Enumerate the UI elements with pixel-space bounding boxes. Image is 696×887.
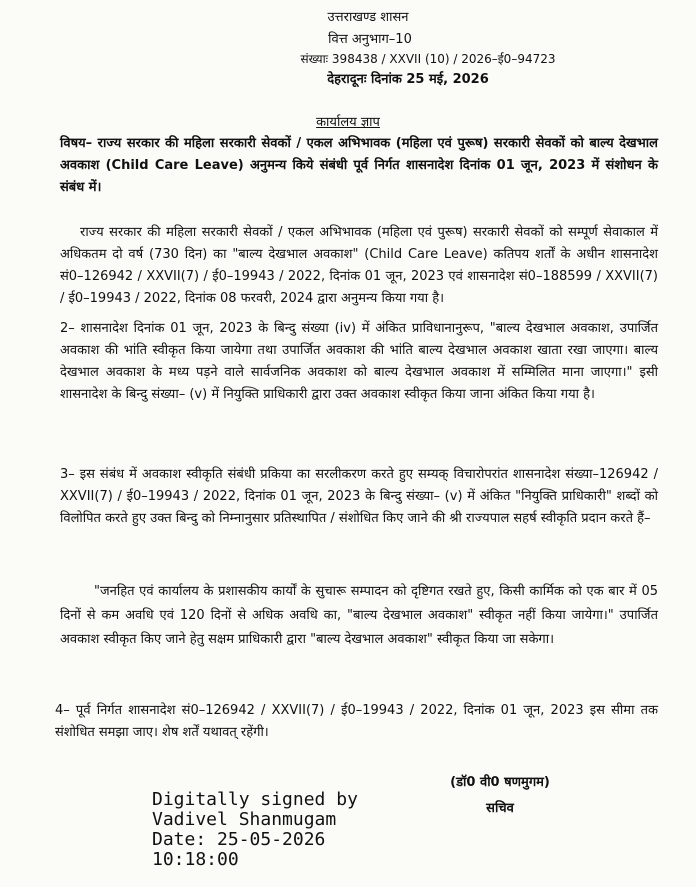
signatory-name: (डॉ0 वी0 षणमुगम) (450, 775, 550, 790)
quoted-provision: "जनहित एवं कार्यालय के प्रशासकीय कार्यों के सुचारू सम्पादन को दृष्टिगत रखते हुए, किसी कार्मिक को एक बार में 05 दिनों से कम अवधि एवं 120 दिनों से अधिक अवधि का, "बाल्य देखभाल अवकाश" स्वीकृत नहीं किया जायेगा।" उपार्जित अवकाश स्वीकृत किए जाने हेतु सक्षम प्राधिकारी द्वारा "बाल्य देखभाल अवकाश" स्वीकृत किया जा सकेगा। (60, 584, 658, 647)
digital-signature-line-4: 10:18:00 (152, 849, 239, 870)
paragraph-2: 2– शासनादेश दिनांक 01 जून, 2023 के बिन्दु संख्या (iv) में अंकित प्राविधानानुरूप, "बाल्य देखभाल अवकाश, उपार्जित अवकाश की भांति स्वीकृत किया जायेगा तथा उपार्जित अवकाश की भांति बाल्य देखभाल अवकाश खाता रखा जाएगा। बाल्य देखभाल अवकाश के मध्य पड़ने वाले सार्वजनिक अवकाश को बाल्य देखभाल अवकाश में सम्मिलित माना जाएगा।" इसी शासनादेश के बिन्दु संख्या– (v) में नियुक्ति प्राधिकारी द्वारा उक्त अवकाश स्वीकृत किया जाना अंकित किया गया है। (60, 321, 658, 402)
paragraph-4: 4– पूर्व निर्गत शासनादेश सं0–126942 / XXVII(7) / ई0–19943 / 2022, दिनांक 01 जून, 2023 इस सीमा तक संशोधित समझा जाए। शेष शर्तें यथावत् रहेंगी। (55, 703, 658, 740)
digital-signature-stamp (152, 790, 412, 870)
paragraph-3: 3– इस संबंध में अवकाश स्वीकृति संबंधी प्रकिया का सरलीकरण करते हुए सम्यक् विचारोपरांत शासनादेश संख्या–126942 / XXVII(7) / ई0–19943 / 2022, दिनांक 01 जून, 2023 के बिन्दु संख्या– (v) में अंकित "नियुक्ति प्राधिकारी" शब्दों को विलोपित करते हुए उक्त बिन्दु को निम्नानुसार प्रतिस्थापित / संशोधित किए जाने की श्री राज्यपाल सहर्ष स्वीकृति प्रदान करते हैं– (60, 467, 658, 526)
digital-signature-line-1: Digitally signed by (152, 789, 358, 810)
subject-paragraph: विषय– राज्य सरकार की महिला सरकारी सेवकों / एकल अभिभावक (महिला एवं पुरूष) सरकारी सेवकों को बाल्य देखभाल अवकाश (Child Care Leave) अनुमन्य किये संबंधी पूर्व निर्गत शासनादेश दिनांक 01 जून, 2023 में संशोधन के संबंध में। (60, 136, 658, 195)
digital-signature-line-2: Vadivel Shanmugam (152, 809, 337, 830)
signatory-designation: सचिव (486, 801, 514, 816)
paragraph-1: राज्य सरकार की महिला सरकारी सेवकों / एकल अभिभावक (महिला एवं पुरूष) सरकारी सेवकों को सम्पूर्ण सेवाकाल में अधिकतम दो वर्ष (730 दिन) का "बाल्य देखभाल अवकाश" (Child Care Leave) कतिपय शर्तों के अधीन शासनादेश सं0–126942 / XXVII(7) / ई0–19943 / 2022, दिनांक 01 जून, 2023 एवं शासनादेश सं0–188599 / XXVII(7) / ई0–19943 / 2022, दिनांक 08 फरवरी, 2024 द्वारा अनुमन्य किया गया है। (60, 225, 658, 306)
section-name: वित्त अनुभाग–10 (328, 32, 412, 47)
signatory-block (440, 770, 560, 822)
office-memorandum-title: कार्यालय ज्ञाप (316, 115, 380, 130)
reference-number: संख्याः 398438 / XXVII (10) / 2026–ई0–94723 (300, 52, 556, 66)
place-date: देहरादूनः दिनांक 25 मई, 2026 (327, 72, 489, 87)
digital-signature-line-3: Date: 25-05-2026 (152, 829, 326, 850)
government-name: उत्तराखण्ड शासन (327, 10, 409, 25)
